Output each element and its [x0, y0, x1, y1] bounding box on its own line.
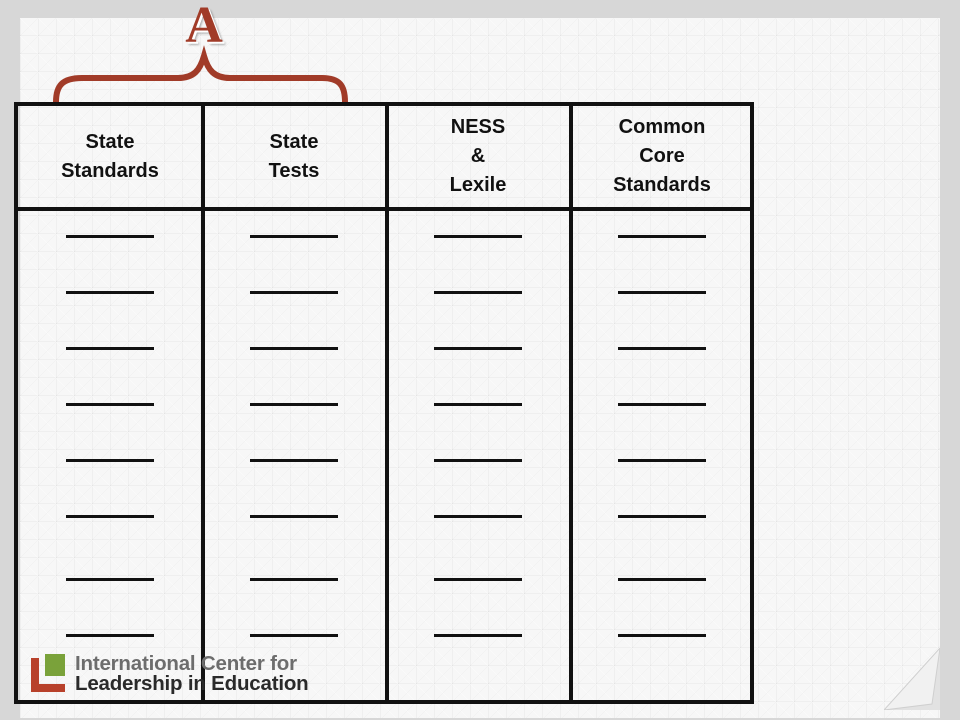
blank-line [66, 459, 154, 462]
blank-line [66, 578, 154, 581]
blank-line [250, 235, 338, 238]
blank-line [250, 459, 338, 462]
blank-line [434, 459, 522, 462]
header-state-tests: State Tests [268, 130, 320, 182]
blank-line [66, 515, 154, 518]
blank-line [618, 291, 706, 294]
blank-line [618, 459, 706, 462]
blank-line [618, 347, 706, 350]
blank-line [250, 634, 338, 637]
logo-line-2: Leadership in Education [75, 672, 309, 695]
blank-line [434, 347, 522, 350]
blank-line [434, 578, 522, 581]
header-common-core: Common Core Standards [613, 116, 711, 196]
blank-line [66, 634, 154, 637]
organization-logo [31, 654, 321, 696]
page-curl-decoration [884, 648, 940, 710]
blank-line [250, 347, 338, 350]
header-divider [18, 207, 750, 211]
blank-line [66, 291, 154, 294]
blank-line [66, 347, 154, 350]
blank-line [618, 515, 706, 518]
blank-line [434, 403, 522, 406]
blank-line [250, 403, 338, 406]
blank-line [618, 235, 706, 238]
marker-letter: A [185, 0, 223, 54]
header-state-standards: State Standards [61, 130, 159, 182]
blank-line [618, 578, 706, 581]
blank-line [250, 515, 338, 518]
blank-line [618, 634, 706, 637]
blank-line [618, 403, 706, 406]
logo-mark-icon [31, 654, 67, 692]
blank-line [66, 403, 154, 406]
blank-line [434, 634, 522, 637]
curly-brace [0, 0, 960, 110]
blank-line [66, 235, 154, 238]
header-ness-lexile: NESS & Lexile [449, 116, 507, 196]
logo-text [75, 654, 308, 694]
blank-line [434, 291, 522, 294]
blank-line [434, 515, 522, 518]
blank-line [250, 578, 338, 581]
blank-line [250, 291, 338, 294]
blank-line [434, 235, 522, 238]
logo-line-1: International Center for [75, 652, 297, 675]
comparison-table [14, 102, 754, 704]
